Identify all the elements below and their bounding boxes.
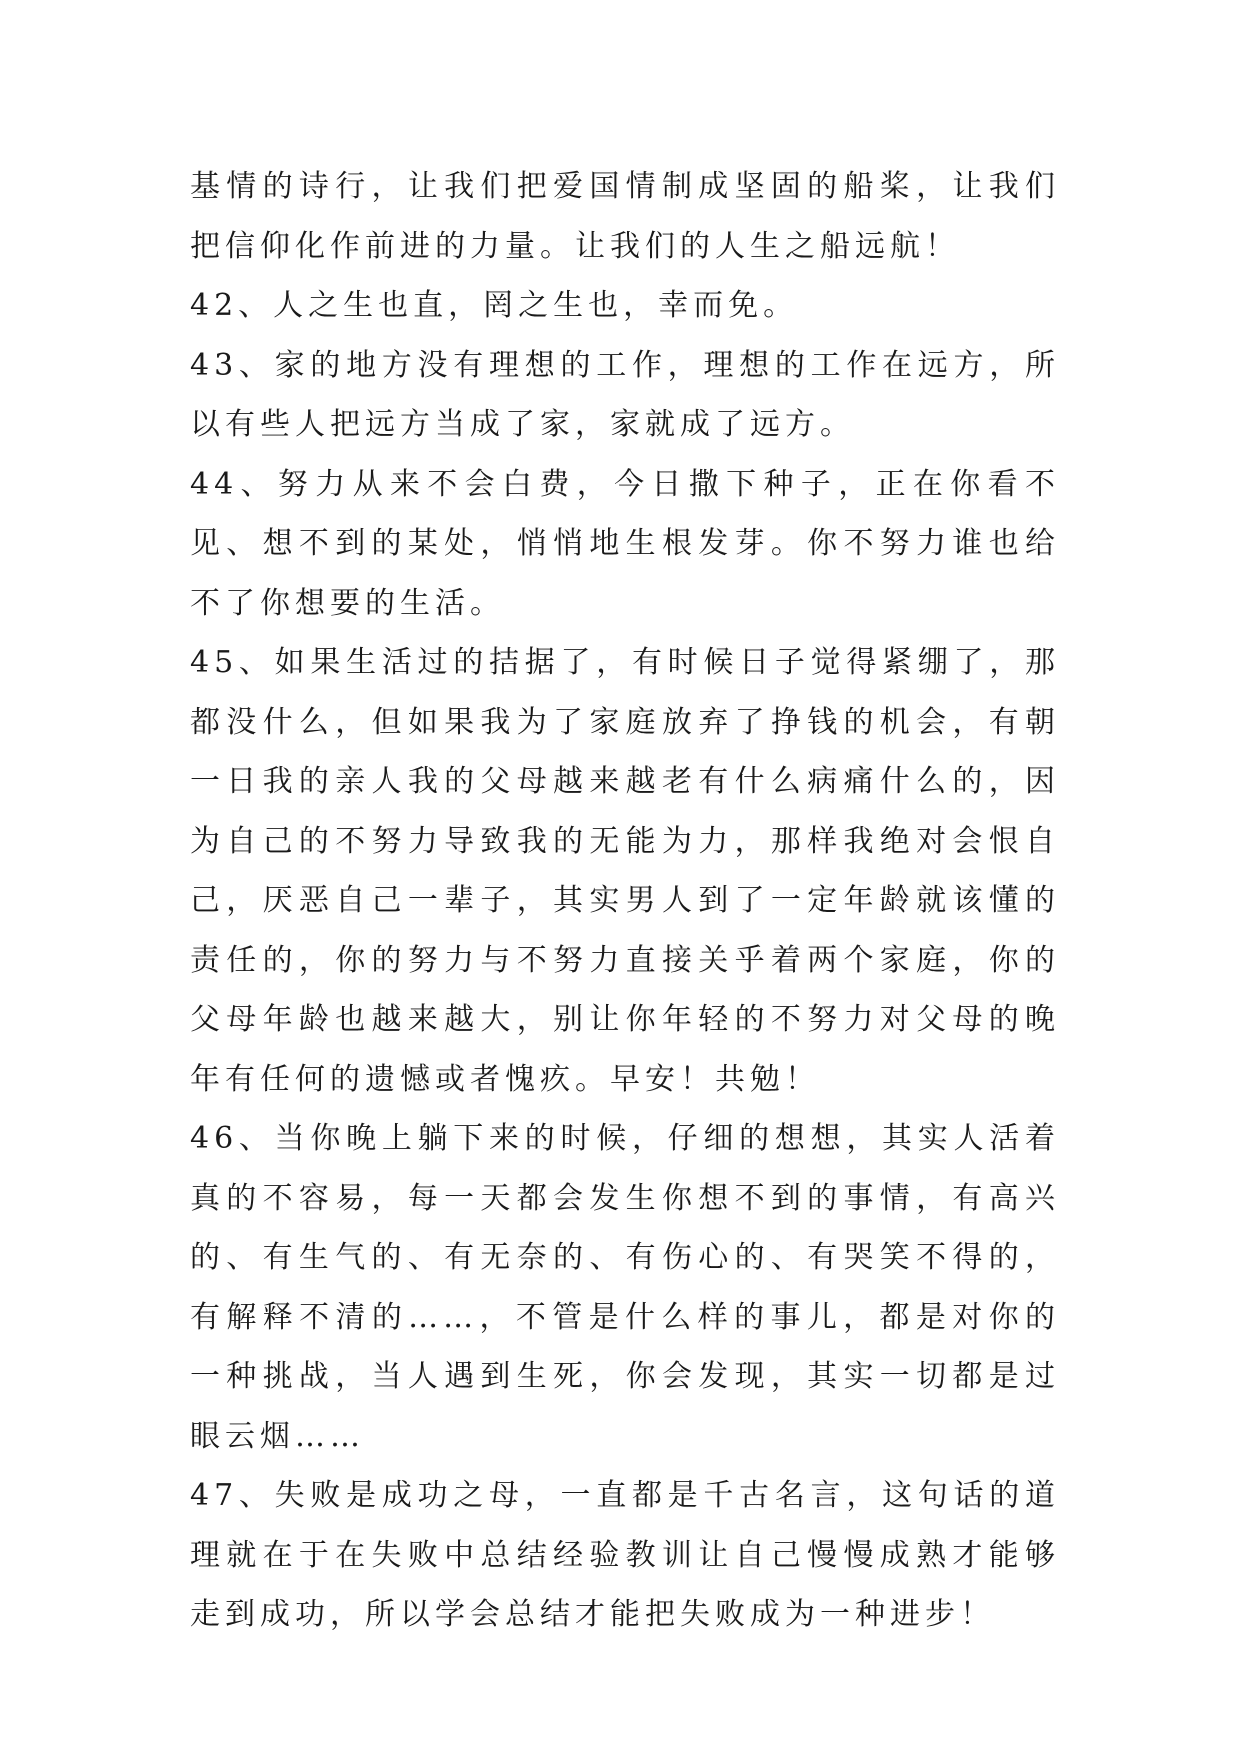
paragraph-47: 47、失败是成功之母，一直都是千古名言，这句话的道理就在于在失败中总结经验教训让自己慢慢成熟才能够走到成功，所以学会总结才能把失败成为一种进步！ (190, 1478, 1060, 1632)
paragraph-42: 42、人之生也直，罔之生也，幸而免。 (190, 288, 799, 323)
paragraph-46: 46、当你晚上躺下来的时候，仔细的想想，其实人活着真的不容易，每一天都会发生你想不到的事情，有高兴的、有生气的、有无奈的、有伤心的、有哭笑不得的，有解释不清的……，不管是什么样的事儿，都是对你的一种挑战，当人遇到生死，你会发现，其实一切都是过眼云烟…… (190, 1121, 1060, 1454)
paragraph-44: 44、努力从来不会白费，今日撒下种子，正在你看不见、想不到的某处，悄悄地生根发芽。你不努力谁也给不了你想要的生活。 (190, 466, 1060, 621)
paragraph-43: 43、家的地方没有理想的工作，理想的工作在远方，所以有些人把远方当成了家，家就成了远方。 (190, 347, 1060, 442)
document-body (190, 157, 1060, 1645)
paragraph-45: 45、如果生活过的拮据了，有时候日子觉得紧绷了，那都没什么，但如果我为了家庭放弃了挣钱的机会，有朝一日我的亲人我的父母越来越老有什么病痛什么的，因为自己的不努力导致我的无能为力，那样我绝对会恨自己，厌恶自己一辈子，其实男人到了一定年龄就该懂的责任的，你的努力与不努力直接关乎着两个家庭，你的父母年龄也越来越大，别让你年轻的不努力对父母的晚年有任何的遗憾或者愧疚。早安！共勉！ (190, 645, 1060, 1097)
paragraph-continued: 基情的诗行，让我们把爱国情制成坚固的船桨，让我们把信仰化作前进的力量。让我们的人生之船远航！ (190, 169, 1060, 264)
